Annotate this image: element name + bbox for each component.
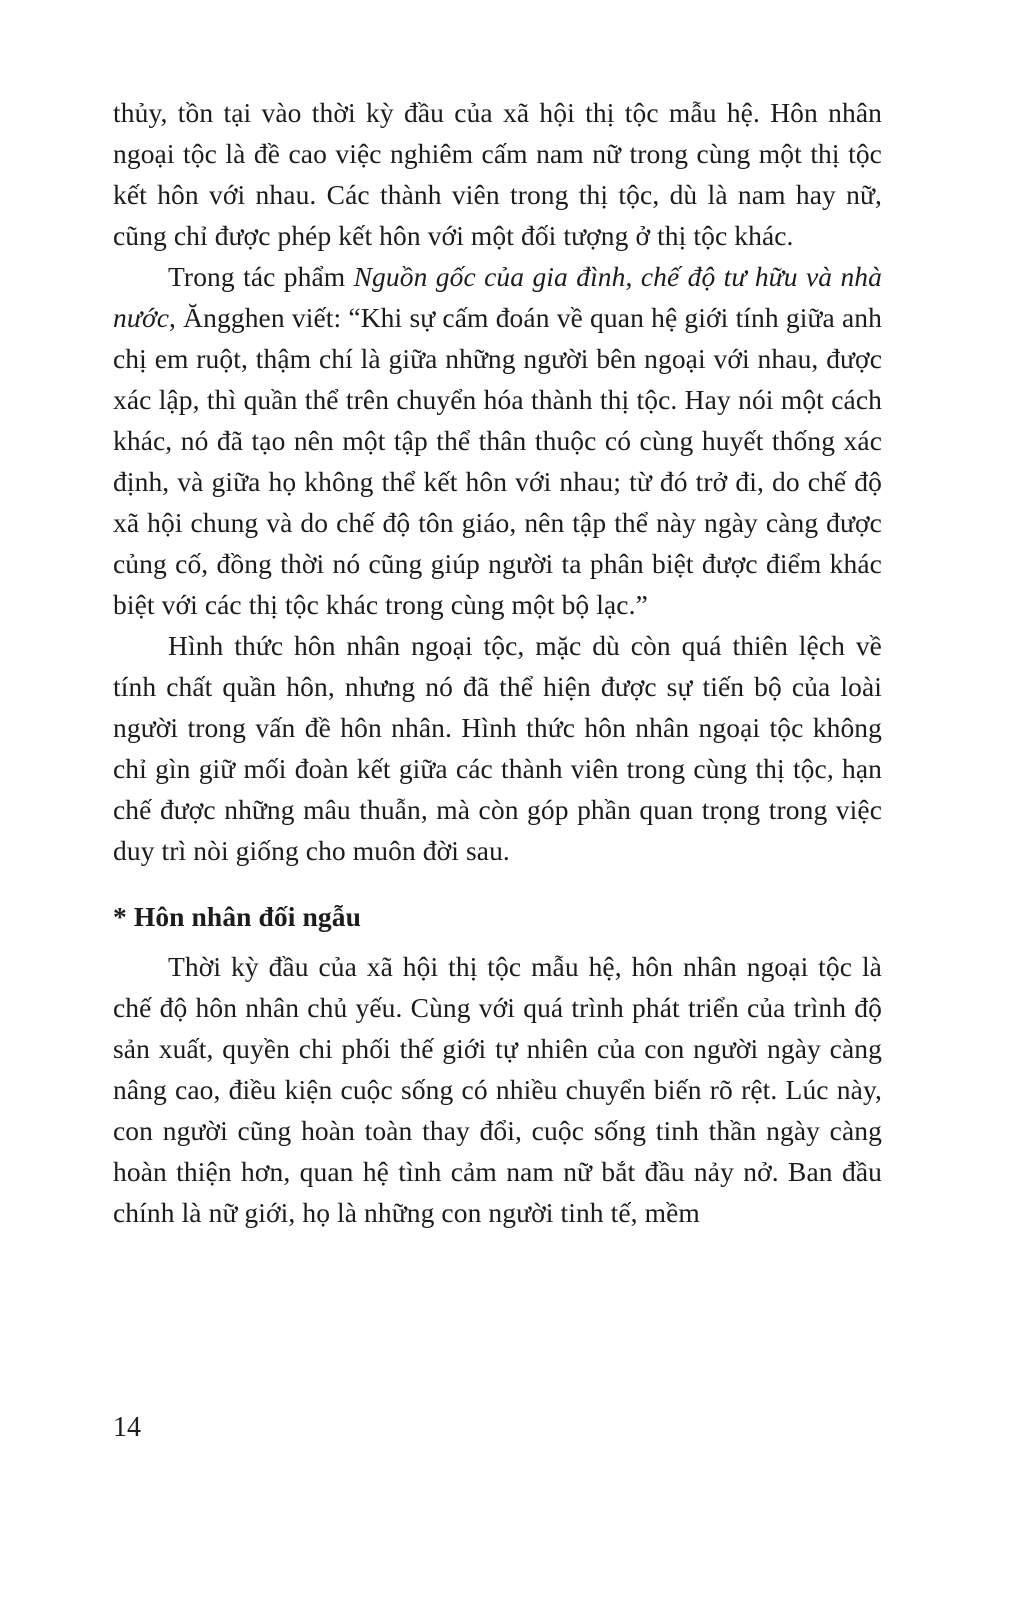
- paragraph-pairing-marriage: Thời kỳ đầu của xã hội thị tộc mẫu hệ, hôn nhân ngoại tộc là chế độ hôn nhân chủ yếu. Cùng với quá trình phát triển của trình độ sản xuất, quyền chi phối thế giới tự nhiên của con người ngày càng nâng cao, điều kiện cuộc sống có nhiều chuyển biến rõ rệt. Lúc này, con người cũng hoàn toàn thay đổi, cuộc sống tinh thần ngày càng hoàn thiện hơn, quan hệ tình cảm nam nữ bắt đầu nảy nở. Ban đầu chính là nữ giới, họ là những con người tinh tế, mềm: [113, 951, 882, 1228]
- paragraph-exogamy-summary: Hình thức hôn nhân ngoại tộc, mặc dù còn quá thiên lệch về tính chất quần hôn, nhưng nó đã thể hiện được sự tiến bộ của loài người trong vấn đề hôn nhân. Hình thức hôn nhân ngoại tộc không chỉ gìn giữ mối đoàn kết giữa các thành viên trong cùng thị tộc, hạn chế được những mâu thuẫn, mà còn góp phần quan trọng trong việc duy trì nòi giống cho muôn đời sau.: [113, 630, 882, 866]
- page-number: 14: [113, 1412, 141, 1443]
- paragraph-continuation: thủy, tồn tại vào thời kỳ đầu của xã hội thị tộc mẫu hệ. Hôn nhân ngoại tộc là đề cao việc nghiêm cấm nam nữ trong cùng một thị tộc kết hôn với nhau. Các thành viên trong thị tộc, dù là nam hay nữ, cũng chỉ được phép kết hôn với một đối tượng ở thị tộc khác.: [113, 97, 882, 251]
- paragraph-run: , Ăngghen viết: “Khi sự cấm đoán về quan hệ giới tính giữa anh chị em ruột, thậm chí là giữa những người bên ngoại với nhau, được xác lập, thì quần thể trên chuyển hóa thành thị tộc. Hay nói một cách khác, nó đã tạo nên một tập thể thân thuộc có cùng huyết thống xác định, và giữa họ không thể kết hôn với nhau; từ đó trở đi, do chế độ xã hội chung và do chế độ tôn giáo, nên tập thể này ngày càng được củng cố, đồng thời nó cũng giúp người ta phân biệt được điểm khác biệt với các thị tộc khác trong cùng một bộ lạc.”: [113, 302, 882, 620]
- section-heading: * Hôn nhân đối ngẫu: [113, 901, 361, 932]
- text-column: [113, 92, 882, 1233]
- book-title-italic: Nguồn gốc của gia đình, chế độ tư hữu và nhà nước: [113, 261, 882, 333]
- paragraph-run: Trong tác phẩm: [168, 261, 354, 292]
- paragraph-engels-quote: [113, 256, 882, 625]
